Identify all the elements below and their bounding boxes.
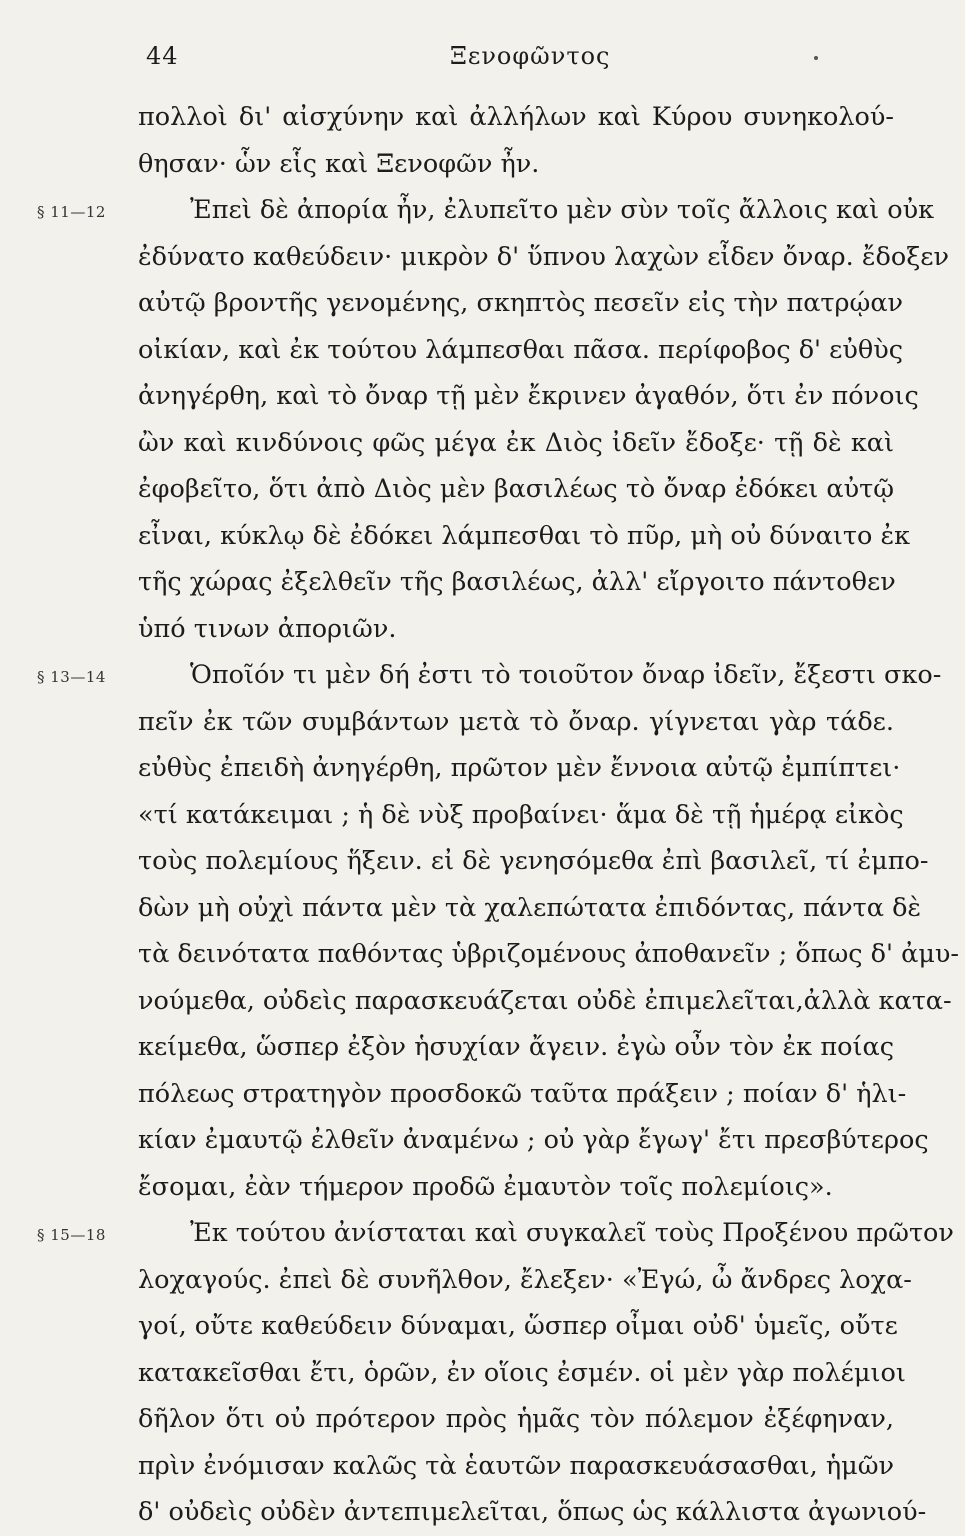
text-line (0, 606, 965, 653)
line-text: αὐτῷ βροντῆς γενομένης, σκηπτὸς πεσεῖν εἰς τὴν πατρῴαν (138, 288, 904, 318)
line-text: λοχαγούς. ἐπεὶ δὲ συνῆλθον, ἔλεξεν· «Ἐγώ, ὦ ἄνδρες λοχα- (138, 1264, 912, 1295)
line-text: «τί κατάκειμαι ; ἡ δὲ νὺξ προβαίνει· ἅμα δὲ τῇ ἡμέρᾳ εἰκὸς (138, 799, 904, 830)
print-speck (814, 56, 818, 60)
text-line (0, 745, 965, 792)
text-line (0, 559, 965, 606)
text-line (0, 699, 965, 746)
line-text: Ἐκ τούτου ἀνίσταται καὶ συγκαλεῖ τοὺς Προξένου πρῶτον (190, 1218, 954, 1248)
page-number: 44 (146, 42, 179, 70)
body-text (0, 94, 965, 1536)
line-text: Ἐπεὶ δὲ ἀπορία ἦν, ἐλυπεῖτο μὲν σὺν τοῖς ἄλλοις καὶ οὐκ (190, 195, 935, 225)
text-line (0, 1257, 965, 1304)
text-line (0, 1117, 965, 1164)
section-marker: § 11—12 (37, 203, 106, 221)
text-line (0, 1210, 965, 1257)
text-line (0, 652, 965, 699)
line-text: ἀνηγέρθη, καὶ τὸ ὄναρ τῇ μὲν ἔκρινεν ἀγαθόν, ὅτι ἐν πόνοις (138, 381, 919, 411)
text-line (0, 1303, 965, 1350)
line-text: εἶναι, κύκλῳ δὲ ἐδόκει λάμπεσθαι τὸ πῦρ, μὴ οὐ δύναιτο ἐκ (138, 520, 911, 551)
text-line (0, 838, 965, 885)
line-text: νούμεθα, οὐδεὶς παρασκευάζεται οὐδὲ ἐπιμελεῖται,ἀλλὰ κατα- (138, 985, 952, 1016)
line-text: πρὶν ἐνόμισαν καλῶς τὰ ἑαυτῶν παρασκευάσασθαι, ἡμῶν (138, 1450, 894, 1481)
line-text: δ' οὐδεὶς οὐδὲν ἀντεπιμελεῖται, ὅπως ὡς κάλλιστα ἀγωνιού- (138, 1497, 927, 1527)
text-line (0, 141, 965, 188)
line-text: δῆλον ὅτι οὐ πρότερον πρὸς ἡμᾶς τὸν πόλεμον ἐξέφηναν, (138, 1404, 894, 1434)
section-marker: § 15—18 (37, 1226, 106, 1244)
text-line (0, 1396, 965, 1443)
text-line (0, 792, 965, 839)
line-text: κείμεθα, ὥσπερ ἐξὸν ἡσυχίαν ἄγειν. ἐγὼ οὖν τὸν ἐκ ποίας (138, 1032, 894, 1062)
running-title: Ξενοφῶντος (450, 42, 611, 70)
line-text: ἐφοβεῖτο, ὅτι ἀπὸ Διὸς μὲν βασιλέως τὸ ὄναρ ἐδόκει αὐτῷ (138, 474, 894, 504)
text-line (0, 885, 965, 932)
line-text: κατακεῖσθαι ἔτι, ὁρῶν, ἐν οἵοις ἐσμέν. οἱ μὲν γὰρ πολέμιοι (138, 1357, 906, 1388)
line-text: ὢν καὶ κινδύνοις φῶς μέγα ἐκ Διὸς ἰδεῖν ἔδοξε· τῇ δὲ καὶ (138, 427, 894, 458)
text-line (0, 1071, 965, 1118)
text-line (0, 327, 965, 374)
section-marker: § 13—14 (37, 668, 106, 686)
line-text: ὑπό τινων ἀποριῶν. (138, 613, 397, 644)
text-line (0, 931, 965, 978)
line-text: θησαν· ὧν εἷς καὶ Ξενοφῶν ἦν. (138, 148, 540, 179)
text-line (0, 234, 965, 281)
line-text: εὐθὺς ἐπειδὴ ἀνηγέρθη, πρῶτον μὲν ἔννοια αὐτῷ ἐμπίπτει· (138, 753, 901, 783)
text-line (0, 187, 965, 234)
line-text: πόλεως στρατηγὸν προσδοκῶ ταῦτα πράξειν ; ποίαν δ' ἡλι- (138, 1078, 907, 1109)
text-line (0, 94, 965, 141)
line-text: πολλοὶ δι' αἰσχύνην καὶ ἀλλήλων καὶ Κύρου συνηκολού- (138, 102, 894, 132)
line-text: τοὺς πολεμίους ἥξειν. εἰ δὲ γενησόμεθα ἐπὶ βασιλεῖ, τί ἐμπο- (138, 846, 929, 876)
line-text: τὰ δεινότατα παθόντας ὑβριζομένους ἀποθανεῖν ; ὅπως δ' ἀμυ- (138, 939, 960, 969)
text-line (0, 466, 965, 513)
line-text: Ὁποῖόν τι μὲν δή ἐστι τὸ τοιοῦτον ὄναρ ἰδεῖν, ἔξεστι σκο- (190, 660, 942, 690)
text-line (0, 373, 965, 420)
text-line (0, 1164, 965, 1211)
line-text: πεῖν ἐκ τῶν συμβάντων μετὰ τὸ ὄναρ. γίγνεται γὰρ τάδε. (138, 706, 894, 737)
line-text: τῆς χώρας ἐξελθεῖν τῆς βασιλέως, ἀλλ' εἴργοιτο πάντοθεν (138, 567, 896, 597)
line-text: ἔσομαι, ἐὰν τήμερον προδῶ ἐμαυτὸν τοῖς πολεμίοις». (138, 1171, 833, 1202)
line-text: οἰκίαν, καὶ ἐκ τούτου λάμπεσθαι πᾶσα. περίφοβος δ' εὐθὺς (138, 334, 904, 365)
text-line (0, 513, 965, 560)
text-line (0, 1489, 965, 1536)
text-line (0, 1443, 965, 1490)
line-text: ἐδύνατο καθεύδειν· μικρὸν δ' ὕπνου λαχὼν εἶδεν ὄναρ. ἔδοξεν (138, 241, 950, 272)
text-line (0, 280, 965, 327)
line-text: κίαν ἐμαυτῷ ἐλθεῖν ἀναμένω ; οὐ γὰρ ἔγωγ' ἔτι πρεσβύτερος (138, 1125, 929, 1155)
line-text: γοί, οὔτε καθεύδειν δύναμαι, ὥσπερ οἶμαι οὐδ' ὑμεῖς, οὔτε (138, 1311, 898, 1341)
text-line (0, 420, 965, 467)
text-line (0, 1024, 965, 1071)
line-text: δὼν μὴ οὐχὶ πάντα μὲν τὰ χαλεπώτατα ἐπιδόντας, πάντα δὲ (138, 892, 922, 923)
text-line (0, 1350, 965, 1397)
text-line (0, 978, 965, 1025)
page-header (0, 42, 965, 78)
